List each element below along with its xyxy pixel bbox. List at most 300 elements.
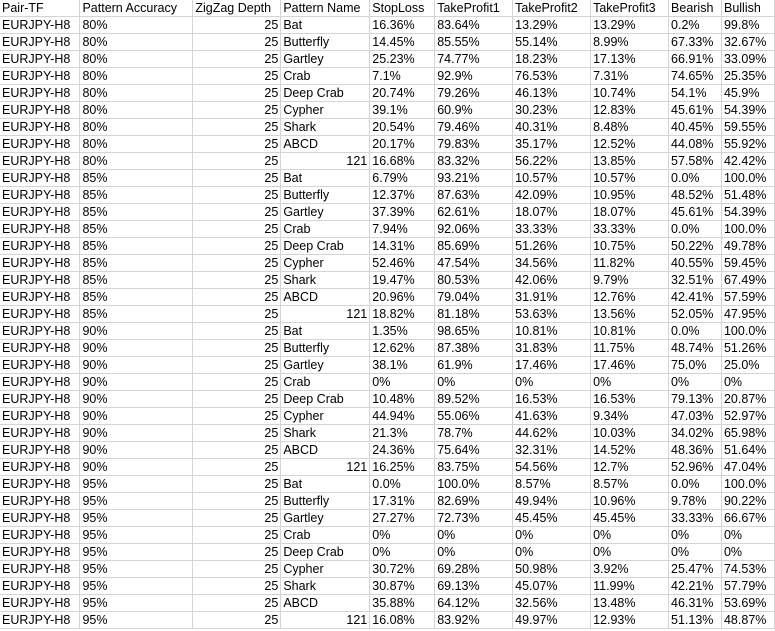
table-cell[interactable]: 31.83% bbox=[513, 340, 591, 357]
table-cell[interactable]: 0.0% bbox=[669, 323, 722, 340]
table-cell[interactable]: 19.47% bbox=[370, 272, 435, 289]
header-cell[interactable]: TakeProfit3 bbox=[591, 0, 669, 17]
table-cell[interactable]: EURJPY-H8 bbox=[0, 578, 80, 595]
table-cell[interactable]: 53.63% bbox=[513, 306, 591, 323]
table-cell[interactable]: 33.33% bbox=[591, 221, 669, 238]
table-cell[interactable]: Deep Crab bbox=[281, 238, 370, 255]
table-cell[interactable]: 54.39% bbox=[721, 102, 774, 119]
table-cell[interactable]: 44.94% bbox=[370, 408, 435, 425]
table-cell[interactable]: Cypher bbox=[281, 102, 370, 119]
table-cell[interactable]: 83.75% bbox=[435, 459, 513, 476]
table-cell[interactable]: 62.61% bbox=[435, 204, 513, 221]
table-cell[interactable]: 25 bbox=[193, 374, 281, 391]
table-cell[interactable]: 32.67% bbox=[721, 34, 774, 51]
table-cell[interactable]: 80% bbox=[80, 136, 193, 153]
table-cell[interactable]: 54.1% bbox=[669, 85, 722, 102]
table-cell[interactable]: 14.52% bbox=[591, 442, 669, 459]
table-cell[interactable]: EURJPY-H8 bbox=[0, 238, 80, 255]
table-cell[interactable]: 95% bbox=[80, 527, 193, 544]
table-cell[interactable]: 0% bbox=[721, 374, 774, 391]
table-cell[interactable]: 55.14% bbox=[513, 34, 591, 51]
table-cell[interactable]: 55.92% bbox=[721, 136, 774, 153]
table-cell[interactable]: Gartley bbox=[281, 510, 370, 527]
table-cell[interactable]: 45.07% bbox=[513, 578, 591, 595]
table-cell[interactable]: EURJPY-H8 bbox=[0, 340, 80, 357]
table-cell[interactable]: 80% bbox=[80, 85, 193, 102]
table-cell[interactable]: 0.0% bbox=[370, 476, 435, 493]
table-cell[interactable]: Deep Crab bbox=[281, 85, 370, 102]
table-cell[interactable]: 66.67% bbox=[721, 510, 774, 527]
table-cell[interactable]: Butterfly bbox=[281, 34, 370, 51]
table-cell[interactable]: 12.7% bbox=[591, 459, 669, 476]
table-cell[interactable]: 54.39% bbox=[721, 204, 774, 221]
table-cell[interactable]: 44.08% bbox=[669, 136, 722, 153]
table-cell[interactable]: 121 bbox=[281, 153, 370, 170]
table-cell[interactable]: 93.21% bbox=[435, 170, 513, 187]
table-cell[interactable]: 14.31% bbox=[370, 238, 435, 255]
table-cell[interactable]: Gartley bbox=[281, 204, 370, 221]
table-cell[interactable]: 33.33% bbox=[513, 221, 591, 238]
table-cell[interactable]: EURJPY-H8 bbox=[0, 119, 80, 136]
table-cell[interactable]: 45.61% bbox=[669, 204, 722, 221]
table-cell[interactable]: 25 bbox=[193, 442, 281, 459]
table-cell[interactable]: 9.34% bbox=[591, 408, 669, 425]
table-cell[interactable]: 25.35% bbox=[721, 68, 774, 85]
table-cell[interactable]: 33.09% bbox=[721, 51, 774, 68]
table-cell[interactable]: 35.17% bbox=[513, 136, 591, 153]
table-cell[interactable]: 85.69% bbox=[435, 238, 513, 255]
table-cell[interactable]: 30.72% bbox=[370, 561, 435, 578]
table-cell[interactable]: 57.59% bbox=[721, 289, 774, 306]
table-cell[interactable]: Butterfly bbox=[281, 493, 370, 510]
table-cell[interactable]: 45.45% bbox=[513, 510, 591, 527]
table-cell[interactable]: 18.23% bbox=[513, 51, 591, 68]
table-cell[interactable]: 25 bbox=[193, 595, 281, 612]
table-cell[interactable]: 0% bbox=[669, 527, 722, 544]
table-cell[interactable]: EURJPY-H8 bbox=[0, 255, 80, 272]
table-cell[interactable]: 52.97% bbox=[721, 408, 774, 425]
table-cell[interactable]: 25 bbox=[193, 187, 281, 204]
table-cell[interactable]: 0% bbox=[513, 527, 591, 544]
table-cell[interactable]: 30.87% bbox=[370, 578, 435, 595]
table-cell[interactable]: 0% bbox=[513, 544, 591, 561]
table-cell[interactable]: EURJPY-H8 bbox=[0, 527, 80, 544]
table-cell[interactable]: Shark bbox=[281, 272, 370, 289]
table-cell[interactable]: 25 bbox=[193, 272, 281, 289]
table-cell[interactable]: 79.04% bbox=[435, 289, 513, 306]
table-cell[interactable]: 85% bbox=[80, 221, 193, 238]
table-cell[interactable]: 10.95% bbox=[591, 187, 669, 204]
table-cell[interactable]: EURJPY-H8 bbox=[0, 476, 80, 493]
table-cell[interactable]: 34.02% bbox=[669, 425, 722, 442]
table-cell[interactable]: 16.36% bbox=[370, 17, 435, 34]
table-cell[interactable]: 12.62% bbox=[370, 340, 435, 357]
table-cell[interactable]: Crab bbox=[281, 527, 370, 544]
table-cell[interactable]: 59.45% bbox=[721, 255, 774, 272]
table-cell[interactable]: 32.56% bbox=[513, 595, 591, 612]
table-cell[interactable]: 25 bbox=[193, 17, 281, 34]
table-cell[interactable]: 74.53% bbox=[721, 561, 774, 578]
table-cell[interactable]: 25 bbox=[193, 136, 281, 153]
table-cell[interactable]: 83.64% bbox=[435, 17, 513, 34]
table-cell[interactable]: 25.23% bbox=[370, 51, 435, 68]
table-cell[interactable]: 0% bbox=[435, 544, 513, 561]
table-cell[interactable]: 25 bbox=[193, 612, 281, 629]
table-cell[interactable]: 0% bbox=[669, 374, 722, 391]
table-cell[interactable]: 25 bbox=[193, 340, 281, 357]
table-cell[interactable]: Cypher bbox=[281, 561, 370, 578]
table-cell[interactable]: 95% bbox=[80, 595, 193, 612]
table-cell[interactable]: 83.92% bbox=[435, 612, 513, 629]
table-cell[interactable]: 95% bbox=[80, 493, 193, 510]
table-cell[interactable]: 69.13% bbox=[435, 578, 513, 595]
header-cell[interactable]: StopLoss bbox=[370, 0, 435, 17]
table-cell[interactable]: 10.75% bbox=[591, 238, 669, 255]
header-cell[interactable]: Bullish bbox=[721, 0, 774, 17]
table-cell[interactable]: 79.83% bbox=[435, 136, 513, 153]
table-cell[interactable]: 50.22% bbox=[669, 238, 722, 255]
table-cell[interactable]: 80% bbox=[80, 17, 193, 34]
table-cell[interactable]: 80% bbox=[80, 102, 193, 119]
table-cell[interactable]: 64.12% bbox=[435, 595, 513, 612]
table-cell[interactable]: 34.56% bbox=[513, 255, 591, 272]
table-cell[interactable]: 57.79% bbox=[721, 578, 774, 595]
table-cell[interactable]: 42.06% bbox=[513, 272, 591, 289]
table-cell[interactable]: 25 bbox=[193, 68, 281, 85]
table-cell[interactable]: 61.9% bbox=[435, 357, 513, 374]
table-cell[interactable]: 40.45% bbox=[669, 119, 722, 136]
table-cell[interactable]: 42.41% bbox=[669, 289, 722, 306]
table-cell[interactable]: EURJPY-H8 bbox=[0, 17, 80, 34]
table-cell[interactable]: 51.26% bbox=[721, 340, 774, 357]
table-cell[interactable]: 17.31% bbox=[370, 493, 435, 510]
table-cell[interactable]: ABCD bbox=[281, 136, 370, 153]
table-cell[interactable]: 10.74% bbox=[591, 85, 669, 102]
table-cell[interactable]: EURJPY-H8 bbox=[0, 102, 80, 119]
table-cell[interactable]: 27.27% bbox=[370, 510, 435, 527]
table-cell[interactable]: Shark bbox=[281, 425, 370, 442]
table-cell[interactable]: Bat bbox=[281, 323, 370, 340]
table-cell[interactable]: EURJPY-H8 bbox=[0, 391, 80, 408]
table-cell[interactable]: 25 bbox=[193, 357, 281, 374]
table-cell[interactable]: 95% bbox=[80, 476, 193, 493]
table-cell[interactable]: 100.0% bbox=[721, 323, 774, 340]
table-cell[interactable]: EURJPY-H8 bbox=[0, 272, 80, 289]
table-cell[interactable]: 121 bbox=[281, 459, 370, 476]
table-cell[interactable]: 25 bbox=[193, 119, 281, 136]
table-cell[interactable]: 8.57% bbox=[591, 476, 669, 493]
table-cell[interactable]: 45.45% bbox=[591, 510, 669, 527]
table-cell[interactable]: 9.79% bbox=[591, 272, 669, 289]
table-cell[interactable]: 47.04% bbox=[721, 459, 774, 476]
table-cell[interactable]: 80% bbox=[80, 68, 193, 85]
table-cell[interactable]: 48.36% bbox=[669, 442, 722, 459]
table-cell[interactable]: 82.69% bbox=[435, 493, 513, 510]
table-cell[interactable]: 90% bbox=[80, 408, 193, 425]
table-cell[interactable]: 16.08% bbox=[370, 612, 435, 629]
table-cell[interactable]: 40.55% bbox=[669, 255, 722, 272]
table-cell[interactable]: 67.33% bbox=[669, 34, 722, 51]
table-cell[interactable]: 44.62% bbox=[513, 425, 591, 442]
table-cell[interactable]: 37.39% bbox=[370, 204, 435, 221]
table-cell[interactable]: 14.45% bbox=[370, 34, 435, 51]
table-cell[interactable]: 57.58% bbox=[669, 153, 722, 170]
table-cell[interactable]: 0% bbox=[721, 527, 774, 544]
table-cell[interactable]: 90% bbox=[80, 323, 193, 340]
table-cell[interactable]: 66.91% bbox=[669, 51, 722, 68]
table-cell[interactable]: EURJPY-H8 bbox=[0, 34, 80, 51]
table-cell[interactable]: 0% bbox=[370, 374, 435, 391]
table-cell[interactable]: 87.38% bbox=[435, 340, 513, 357]
table-cell[interactable]: 48.87% bbox=[721, 612, 774, 629]
table-cell[interactable]: 7.1% bbox=[370, 68, 435, 85]
table-cell[interactable]: 90% bbox=[80, 442, 193, 459]
table-cell[interactable]: EURJPY-H8 bbox=[0, 544, 80, 561]
table-cell[interactable]: 90% bbox=[80, 391, 193, 408]
header-cell[interactable]: ZigZag Depth bbox=[193, 0, 281, 17]
table-cell[interactable]: EURJPY-H8 bbox=[0, 306, 80, 323]
table-cell[interactable]: ABCD bbox=[281, 289, 370, 306]
table-cell[interactable]: 80% bbox=[80, 34, 193, 51]
table-cell[interactable]: 45.61% bbox=[669, 102, 722, 119]
table-cell[interactable]: Gartley bbox=[281, 357, 370, 374]
table-cell[interactable]: 38.1% bbox=[370, 357, 435, 374]
table-cell[interactable]: 51.26% bbox=[513, 238, 591, 255]
table-cell[interactable]: 10.81% bbox=[591, 323, 669, 340]
table-cell[interactable]: 121 bbox=[281, 306, 370, 323]
table-cell[interactable]: EURJPY-H8 bbox=[0, 442, 80, 459]
table-cell[interactable]: 25 bbox=[193, 34, 281, 51]
table-cell[interactable]: 121 bbox=[281, 612, 370, 629]
table-cell[interactable]: 13.29% bbox=[513, 17, 591, 34]
table-cell[interactable]: 9.78% bbox=[669, 493, 722, 510]
table-cell[interactable]: 35.88% bbox=[370, 595, 435, 612]
table-cell[interactable]: 85% bbox=[80, 204, 193, 221]
table-cell[interactable]: 0% bbox=[370, 544, 435, 561]
table-cell[interactable]: EURJPY-H8 bbox=[0, 204, 80, 221]
table-cell[interactable]: 18.82% bbox=[370, 306, 435, 323]
table-cell[interactable]: 17.13% bbox=[591, 51, 669, 68]
table-cell[interactable]: Bat bbox=[281, 170, 370, 187]
table-cell[interactable]: 51.13% bbox=[669, 612, 722, 629]
table-cell[interactable]: 18.07% bbox=[591, 204, 669, 221]
table-cell[interactable]: 10.57% bbox=[513, 170, 591, 187]
table-cell[interactable]: 42.09% bbox=[513, 187, 591, 204]
header-cell[interactable]: TakeProfit2 bbox=[513, 0, 591, 17]
table-cell[interactable]: 90% bbox=[80, 459, 193, 476]
table-cell[interactable]: 30.23% bbox=[513, 102, 591, 119]
table-cell[interactable]: 85% bbox=[80, 306, 193, 323]
table-cell[interactable]: 11.99% bbox=[591, 578, 669, 595]
table-cell[interactable]: 25 bbox=[193, 408, 281, 425]
table-cell[interactable]: EURJPY-H8 bbox=[0, 374, 80, 391]
table-cell[interactable]: 13.85% bbox=[591, 153, 669, 170]
table-cell[interactable]: 46.13% bbox=[513, 85, 591, 102]
table-cell[interactable]: 98.65% bbox=[435, 323, 513, 340]
table-cell[interactable]: 25 bbox=[193, 51, 281, 68]
table-cell[interactable]: 16.53% bbox=[513, 391, 591, 408]
table-cell[interactable]: ABCD bbox=[281, 442, 370, 459]
table-cell[interactable]: 10.57% bbox=[591, 170, 669, 187]
header-cell[interactable]: TakeProfit1 bbox=[435, 0, 513, 17]
table-cell[interactable]: 95% bbox=[80, 612, 193, 629]
table-cell[interactable]: 21.3% bbox=[370, 425, 435, 442]
table-cell[interactable]: 100.0% bbox=[721, 476, 774, 493]
table-cell[interactable]: 16.25% bbox=[370, 459, 435, 476]
table-cell[interactable]: 8.57% bbox=[513, 476, 591, 493]
table-cell[interactable]: 95% bbox=[80, 544, 193, 561]
table-cell[interactable]: 25 bbox=[193, 527, 281, 544]
table-cell[interactable]: 79.13% bbox=[669, 391, 722, 408]
table-cell[interactable]: 89.52% bbox=[435, 391, 513, 408]
table-cell[interactable]: 81.18% bbox=[435, 306, 513, 323]
table-cell[interactable]: 59.55% bbox=[721, 119, 774, 136]
header-cell[interactable]: Pair-TF bbox=[0, 0, 80, 17]
table-cell[interactable]: 47.03% bbox=[669, 408, 722, 425]
table-cell[interactable]: 40.31% bbox=[513, 119, 591, 136]
table-cell[interactable]: 0% bbox=[669, 544, 722, 561]
table-cell[interactable]: 8.48% bbox=[591, 119, 669, 136]
table-cell[interactable]: 12.83% bbox=[591, 102, 669, 119]
table-cell[interactable]: 52.05% bbox=[669, 306, 722, 323]
table-cell[interactable]: 0% bbox=[435, 527, 513, 544]
table-cell[interactable]: 78.7% bbox=[435, 425, 513, 442]
table-cell[interactable]: 46.31% bbox=[669, 595, 722, 612]
table-cell[interactable]: 25.0% bbox=[721, 357, 774, 374]
table-cell[interactable]: 25 bbox=[193, 510, 281, 527]
table-cell[interactable]: 52.46% bbox=[370, 255, 435, 272]
table-cell[interactable]: EURJPY-H8 bbox=[0, 459, 80, 476]
table-cell[interactable]: 25 bbox=[193, 306, 281, 323]
table-cell[interactable]: 25 bbox=[193, 561, 281, 578]
table-cell[interactable]: Bat bbox=[281, 476, 370, 493]
table-cell[interactable]: Bat bbox=[281, 17, 370, 34]
table-cell[interactable]: 41.63% bbox=[513, 408, 591, 425]
table-cell[interactable]: 49.97% bbox=[513, 612, 591, 629]
table-cell[interactable]: 67.49% bbox=[721, 272, 774, 289]
table-cell[interactable]: 25 bbox=[193, 578, 281, 595]
table-cell[interactable]: 47.95% bbox=[721, 306, 774, 323]
table-cell[interactable]: 85% bbox=[80, 272, 193, 289]
table-cell[interactable]: EURJPY-H8 bbox=[0, 170, 80, 187]
table-cell[interactable]: 48.74% bbox=[669, 340, 722, 357]
table-cell[interactable]: 56.22% bbox=[513, 153, 591, 170]
table-cell[interactable]: 0% bbox=[591, 544, 669, 561]
header-cell[interactable]: Bearish bbox=[669, 0, 722, 17]
table-cell[interactable]: 25 bbox=[193, 425, 281, 442]
table-cell[interactable]: Shark bbox=[281, 119, 370, 136]
table-cell[interactable]: 25 bbox=[193, 493, 281, 510]
table-cell[interactable]: 20.54% bbox=[370, 119, 435, 136]
table-cell[interactable]: Butterfly bbox=[281, 187, 370, 204]
table-cell[interactable]: EURJPY-H8 bbox=[0, 136, 80, 153]
table-cell[interactable]: 31.91% bbox=[513, 289, 591, 306]
table-cell[interactable]: 54.56% bbox=[513, 459, 591, 476]
table-cell[interactable]: 80% bbox=[80, 153, 193, 170]
table-cell[interactable]: 12.76% bbox=[591, 289, 669, 306]
table-cell[interactable]: 90% bbox=[80, 357, 193, 374]
table-cell[interactable]: 0.0% bbox=[669, 170, 722, 187]
table-cell[interactable]: 13.48% bbox=[591, 595, 669, 612]
table-cell[interactable]: 85% bbox=[80, 170, 193, 187]
table-cell[interactable]: EURJPY-H8 bbox=[0, 425, 80, 442]
table-cell[interactable]: 0.2% bbox=[669, 17, 722, 34]
table-cell[interactable]: 95% bbox=[80, 578, 193, 595]
table-cell[interactable]: 90% bbox=[80, 425, 193, 442]
table-cell[interactable]: Gartley bbox=[281, 51, 370, 68]
table-cell[interactable]: 0.0% bbox=[669, 476, 722, 493]
table-cell[interactable]: Cypher bbox=[281, 255, 370, 272]
table-cell[interactable]: EURJPY-H8 bbox=[0, 153, 80, 170]
table-cell[interactable]: 42.42% bbox=[721, 153, 774, 170]
table-cell[interactable]: 10.81% bbox=[513, 323, 591, 340]
table-cell[interactable]: 83.32% bbox=[435, 153, 513, 170]
table-cell[interactable]: 95% bbox=[80, 561, 193, 578]
table-cell[interactable]: 0% bbox=[513, 374, 591, 391]
table-cell[interactable]: 0% bbox=[435, 374, 513, 391]
table-cell[interactable]: 75.64% bbox=[435, 442, 513, 459]
table-cell[interactable]: 0.0% bbox=[669, 221, 722, 238]
table-cell[interactable]: 65.98% bbox=[721, 425, 774, 442]
table-cell[interactable]: 74.65% bbox=[669, 68, 722, 85]
table-cell[interactable]: 25 bbox=[193, 204, 281, 221]
table-cell[interactable]: 20.74% bbox=[370, 85, 435, 102]
table-cell[interactable]: EURJPY-H8 bbox=[0, 493, 80, 510]
table-cell[interactable]: 100.0% bbox=[721, 170, 774, 187]
table-cell[interactable]: 17.46% bbox=[513, 357, 591, 374]
table-cell[interactable]: EURJPY-H8 bbox=[0, 221, 80, 238]
table-cell[interactable]: 87.63% bbox=[435, 187, 513, 204]
table-cell[interactable]: 80% bbox=[80, 119, 193, 136]
table-cell[interactable]: 95% bbox=[80, 510, 193, 527]
table-cell[interactable]: 25 bbox=[193, 476, 281, 493]
table-cell[interactable]: 7.31% bbox=[591, 68, 669, 85]
table-cell[interactable]: 50.98% bbox=[513, 561, 591, 578]
table-cell[interactable]: 18.07% bbox=[513, 204, 591, 221]
table-cell[interactable]: 12.37% bbox=[370, 187, 435, 204]
table-cell[interactable]: 16.53% bbox=[591, 391, 669, 408]
table-cell[interactable]: 48.52% bbox=[669, 187, 722, 204]
table-cell[interactable]: EURJPY-H8 bbox=[0, 51, 80, 68]
table-cell[interactable]: 92.9% bbox=[435, 68, 513, 85]
table-cell[interactable]: 90% bbox=[80, 340, 193, 357]
table-cell[interactable]: 11.82% bbox=[591, 255, 669, 272]
table-cell[interactable]: EURJPY-H8 bbox=[0, 68, 80, 85]
table-cell[interactable]: 45.9% bbox=[721, 85, 774, 102]
table-cell[interactable]: 25 bbox=[193, 238, 281, 255]
table-cell[interactable]: 79.46% bbox=[435, 119, 513, 136]
table-cell[interactable]: 7.94% bbox=[370, 221, 435, 238]
table-cell[interactable]: 25 bbox=[193, 102, 281, 119]
table-cell[interactable]: 25 bbox=[193, 544, 281, 561]
table-cell[interactable]: Deep Crab bbox=[281, 544, 370, 561]
table-cell[interactable]: EURJPY-H8 bbox=[0, 357, 80, 374]
table-cell[interactable]: ABCD bbox=[281, 595, 370, 612]
table-cell[interactable]: 25 bbox=[193, 85, 281, 102]
table-cell[interactable]: 85% bbox=[80, 238, 193, 255]
table-cell[interactable]: 42.21% bbox=[669, 578, 722, 595]
table-cell[interactable]: Shark bbox=[281, 578, 370, 595]
table-cell[interactable]: 0% bbox=[721, 544, 774, 561]
table-cell[interactable]: 100.0% bbox=[721, 221, 774, 238]
table-cell[interactable]: EURJPY-H8 bbox=[0, 85, 80, 102]
table-cell[interactable]: 3.92% bbox=[591, 561, 669, 578]
table-cell[interactable]: 85% bbox=[80, 255, 193, 272]
table-cell[interactable]: Cypher bbox=[281, 408, 370, 425]
table-cell[interactable]: 39.1% bbox=[370, 102, 435, 119]
table-cell[interactable]: 11.75% bbox=[591, 340, 669, 357]
table-cell[interactable]: 8.99% bbox=[591, 34, 669, 51]
